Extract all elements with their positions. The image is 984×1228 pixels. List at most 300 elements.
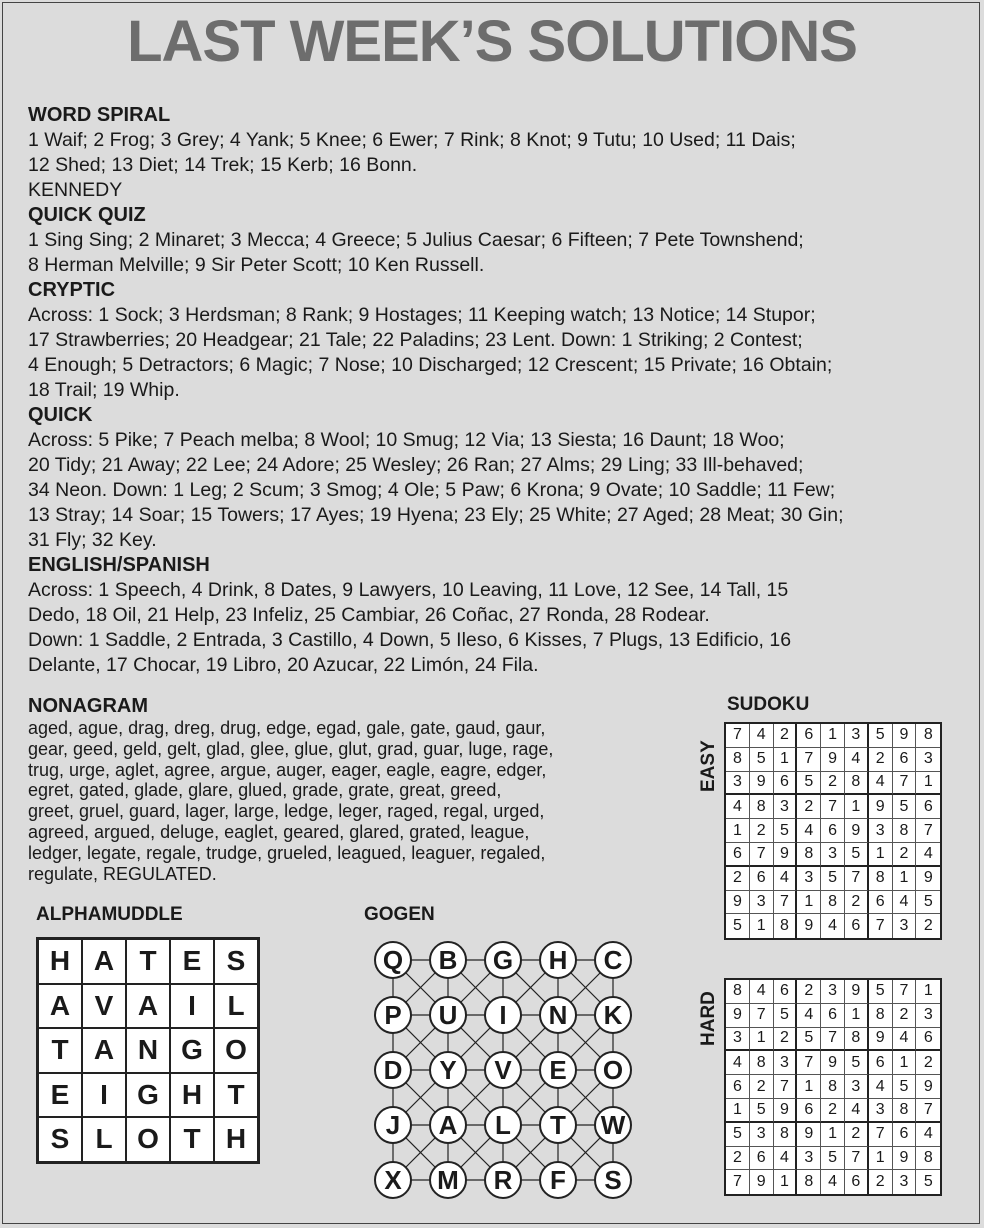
sudoku-cell: 9 xyxy=(845,819,869,843)
sudoku-cell: 4 xyxy=(845,748,869,772)
sudoku-cell: 1 xyxy=(797,891,821,915)
gogen-node xyxy=(540,1052,576,1088)
sudoku-cell: 5 xyxy=(916,891,940,915)
sudoku-cell: 2 xyxy=(774,1028,798,1052)
nonagram-line: gear, geed, geld, gelt, glad, glee, glue, glut, grad, guar, luge, rage, xyxy=(28,738,554,759)
gogen-letter: R xyxy=(493,1165,513,1195)
sudoku-cell: 7 xyxy=(916,1099,940,1123)
section-line: 34 Neon. Down: 1 Leg; 2 Scum; 3 Smog; 4 Ole; 5 Paw; 6 Krona; 9 Ovate; 10 Saddle; 11 Few; xyxy=(28,479,836,501)
sudoku-row xyxy=(726,1051,940,1075)
section-line: 4 Enough; 5 Detractors; 6 Magic; 7 Nose; 10 Discharged; 12 Crescent; 15 Private; 16 Obtain; xyxy=(28,354,833,376)
gogen-letter: V xyxy=(494,1055,512,1085)
alphamuddle-cell: O xyxy=(126,1117,170,1162)
sudoku-cell: 8 xyxy=(845,1028,869,1052)
sudoku-cell: 3 xyxy=(797,867,821,891)
sudoku-cell: 9 xyxy=(869,1028,893,1052)
gogen-node xyxy=(595,942,631,978)
sudoku-cell: 9 xyxy=(893,724,917,748)
sudoku-cell: 2 xyxy=(821,1099,845,1123)
sudoku-cell: 9 xyxy=(774,1099,798,1123)
alphamuddle-cell: N xyxy=(126,1028,170,1073)
gogen-node xyxy=(375,1052,411,1088)
section-line: 20 Tidy; 21 Away; 22 Lee; 24 Adore; 25 Wesley; 26 Ran; 27 Alms; 29 Ling; 33 Ill-behaved; xyxy=(28,454,804,476)
sudoku-cell: 5 xyxy=(750,1099,774,1123)
sudoku-cell: 8 xyxy=(893,819,917,843)
alphamuddle-grid xyxy=(36,937,260,1164)
sudoku-cell: 5 xyxy=(923,1173,933,1191)
sudoku-cell: 9 xyxy=(869,795,893,819)
section-line: Delante, 17 Chocar, 19 Libro, 20 Azucar, 22 Limón, 24 Fila. xyxy=(28,654,539,676)
gogen-letter: G xyxy=(492,945,514,975)
alphamuddle-cell: O xyxy=(214,1028,258,1073)
sudoku-cell: 6 xyxy=(797,1099,821,1123)
gogen-node xyxy=(540,942,576,978)
section-line: Dedo, 18 Oil, 21 Help, 23 Infeliz, 25 Cambiar, 26 Coñac, 27 Ronda, 28 Rodear. xyxy=(28,604,710,626)
section-line: 31 Fly; 32 Key. xyxy=(28,529,157,551)
alphamuddle-row xyxy=(38,984,258,1029)
gogen-letter: E xyxy=(549,1055,567,1085)
gogen-node xyxy=(540,1107,576,1143)
sudoku-cell: 7 xyxy=(821,795,845,819)
sudoku-cell: 6 xyxy=(821,1004,845,1028)
section-line: KENNEDY xyxy=(28,179,123,201)
gogen-letter: F xyxy=(550,1165,566,1195)
sudoku-cell: 7 xyxy=(797,748,821,772)
gogen-letter: T xyxy=(550,1110,566,1140)
nonagram-section xyxy=(28,694,688,884)
sudoku-cell: 6 xyxy=(726,1075,750,1099)
section-line: 12 Shed; 13 Diet; 14 Trek; 15 Kerb; 16 Bonn. xyxy=(28,154,418,176)
section-heading: ENGLISH/SPANISH xyxy=(28,554,210,576)
sudoku-cell: 4 xyxy=(869,772,893,796)
sudoku-row xyxy=(726,1147,940,1171)
sudoku-cell: 9 xyxy=(750,1170,774,1194)
sudoku-cell: 1 xyxy=(774,748,798,772)
section-line: 1 Waif; 2 Frog; 3 Grey; 4 Yank; 5 Knee; 6 Ewer; 7 Rink; 8 Knot; 9 Tutu; 10 Used; 11 Dais; xyxy=(28,129,796,151)
sudoku-cell: 7 xyxy=(797,1051,821,1075)
alphamuddle-cell: T xyxy=(126,939,170,984)
section-line: Across: 1 Speech, 4 Drink, 8 Dates, 9 Lawyers, 10 Leaving, 11 Love, 12 See, 14 Tall, 15 xyxy=(28,579,789,601)
sudoku-cell: 9 xyxy=(821,748,845,772)
sudoku-cell: 4 xyxy=(916,1123,940,1147)
sudoku-row xyxy=(726,772,940,796)
sudoku-cell: 2 xyxy=(893,1004,917,1028)
sudoku-cell: 5 xyxy=(845,1051,869,1075)
section-heading: QUICK xyxy=(28,404,93,426)
nonagram-line: trug, urge, aglet, agree, argue, auger, eager, eagle, eagre, edger, xyxy=(28,759,547,780)
alphamuddle-row xyxy=(38,1028,258,1073)
sudoku-cell: 1 xyxy=(845,795,869,819)
gogen-letter: W xyxy=(600,1110,626,1140)
gogen-letter: C xyxy=(603,945,623,975)
gogen-node xyxy=(595,1162,631,1198)
sudoku-cell: 6 xyxy=(774,772,798,796)
sudoku-cell: 9 xyxy=(821,1051,845,1075)
sudoku-cell: 6 xyxy=(726,843,750,867)
sudoku-cell: 6 xyxy=(774,980,798,1004)
sudoku-cell: 8 xyxy=(797,1170,821,1194)
sudoku-row xyxy=(726,867,940,891)
sudoku-cell: 1 xyxy=(893,1051,917,1075)
sudoku-cell: 2 xyxy=(923,917,933,935)
alphamuddle-cell: V xyxy=(82,984,126,1029)
sudoku-cell: 9 xyxy=(797,914,821,938)
section-line: Across: 5 Pike; 7 Peach melba; 8 Wool; 10 Smug; 12 Via; 13 Siesta; 16 Daunt; 18 Woo; xyxy=(28,429,785,451)
sudoku-cell: 6 xyxy=(750,1147,774,1171)
gogen-node xyxy=(430,1052,466,1088)
sudoku-cell: 6 xyxy=(797,724,821,748)
sudoku-cell: 4 xyxy=(821,1170,845,1194)
alphamuddle-cell: H xyxy=(214,1117,258,1162)
sudoku-cell: 8 xyxy=(750,795,774,819)
sudoku-cell: 8 xyxy=(916,724,940,748)
sudoku-cell: 9 xyxy=(750,772,774,796)
sudoku-cell: 2 xyxy=(869,748,893,772)
sudoku-cell: 3 xyxy=(821,980,845,1004)
sudoku-cell: 8 xyxy=(821,1075,845,1099)
sudoku-cell: 8 xyxy=(726,980,750,1004)
sudoku-cell: 5 xyxy=(893,795,917,819)
sudoku-cell: 4 xyxy=(869,1075,893,1099)
gogen-node xyxy=(485,942,521,978)
sudoku-cell: 8 xyxy=(821,891,845,915)
sudoku-cell: 8 xyxy=(869,1004,893,1028)
sudoku-cell: 6 xyxy=(845,914,869,938)
page-title: LAST WEEK’S SOLUTIONS xyxy=(127,9,857,74)
gogen-heading: GOGEN xyxy=(364,904,435,925)
sudoku-cell: 1 xyxy=(750,1028,774,1052)
sudoku-cell: 3 xyxy=(869,819,893,843)
gogen-letter: P xyxy=(384,1000,402,1030)
alphamuddle-cell: S xyxy=(38,1117,82,1162)
sudoku-cell: 2 xyxy=(750,819,774,843)
section-line: 13 Stray; 14 Soar; 15 Towers; 17 Ayes; 19 Hyena; 23 Ely; 25 White; 27 Aged; 28 Meat; 30 Gin; xyxy=(28,504,844,526)
gogen-node xyxy=(430,1107,466,1143)
gogen-letter: Q xyxy=(382,945,404,975)
alphamuddle-cell: I xyxy=(170,984,214,1029)
gogen-node xyxy=(595,1052,631,1088)
sudoku-cell: 2 xyxy=(821,772,845,796)
sudoku-cell: 1 xyxy=(750,914,774,938)
alphamuddle-cell: G xyxy=(170,1028,214,1073)
gogen-letter: O xyxy=(602,1055,624,1085)
sudoku-cell: 8 xyxy=(726,748,750,772)
sudoku-cell: 6 xyxy=(750,867,774,891)
alphamuddle-cell: L xyxy=(82,1117,126,1162)
sudoku-cell: 5 xyxy=(797,772,821,796)
sudoku-cell: 9 xyxy=(916,867,940,891)
gogen-letter: B xyxy=(438,945,458,975)
alphamuddle-cell: E xyxy=(170,939,214,984)
sudoku-cell: 8 xyxy=(774,914,798,938)
sudoku-easy-grid xyxy=(724,722,942,940)
gogen-node xyxy=(485,1162,521,1198)
sudoku-cell: 3 xyxy=(774,795,798,819)
gogen-letter: D xyxy=(383,1055,403,1085)
sudoku-row xyxy=(726,1004,940,1028)
sudoku-cell: 2 xyxy=(845,891,869,915)
sudoku-hard-label: HARD xyxy=(698,991,719,1046)
sudoku-cell: 8 xyxy=(774,1123,798,1147)
sudoku-cell: 1 xyxy=(774,1170,798,1194)
sudoku-cell: 7 xyxy=(726,1170,750,1194)
sudoku-cell: 4 xyxy=(893,891,917,915)
sudoku-cell: 4 xyxy=(821,914,845,938)
sudoku-cell: 7 xyxy=(893,980,917,1004)
sudoku-cell: 4 xyxy=(797,1004,821,1028)
sudoku-cell: 3 xyxy=(774,1051,798,1075)
sudoku-cell: 1 xyxy=(726,1099,750,1123)
sudoku-row xyxy=(726,819,940,843)
sudoku-cell: 2 xyxy=(797,980,821,1004)
alphamuddle-cell: L xyxy=(214,984,258,1029)
sudoku-cell: 2 xyxy=(797,795,821,819)
sudoku-cell: 3 xyxy=(845,1075,869,1099)
sudoku-heading: SUDOKU xyxy=(727,694,810,715)
gogen-node xyxy=(485,1052,521,1088)
section-line: 1 Sing Sing; 2 Minaret; 3 Mecca; 4 Greece; 5 Julius Caesar; 6 Fifteen; 7 Pete Townshend; xyxy=(28,229,804,251)
alphamuddle-cell: A xyxy=(38,984,82,1029)
sudoku-row xyxy=(726,891,940,915)
sudoku-cell: 6 xyxy=(845,1170,869,1194)
alphamuddle-cell: T xyxy=(170,1117,214,1162)
sudoku-cell: 6 xyxy=(893,1123,917,1147)
sudoku-cell: 7 xyxy=(821,1028,845,1052)
sudoku-cell: 6 xyxy=(869,891,893,915)
alphamuddle-cell: A xyxy=(82,939,126,984)
sudoku-row xyxy=(726,843,940,867)
sudoku-cell: 9 xyxy=(845,980,869,1004)
sudoku-cell: 3 xyxy=(750,1123,774,1147)
gogen-node xyxy=(595,997,631,1033)
sudoku-cell: 8 xyxy=(893,1099,917,1123)
sudoku-cell: 3 xyxy=(726,1028,750,1052)
sudoku-cell: 4 xyxy=(750,980,774,1004)
sudoku-cell: 1 xyxy=(821,1123,845,1147)
sudoku-cell: 3 xyxy=(797,1147,821,1171)
gogen-node xyxy=(430,997,466,1033)
gogen-node xyxy=(375,942,411,978)
sudoku-cell: 7 xyxy=(869,914,893,938)
nonagram-heading: NONAGRAM xyxy=(28,695,148,717)
gogen-node xyxy=(430,942,466,978)
sudoku-row xyxy=(726,1028,940,1052)
sudoku-cell: 8 xyxy=(797,843,821,867)
sudoku-cell: 3 xyxy=(869,1099,893,1123)
section-line: 18 Trail; 19 Whip. xyxy=(28,379,180,401)
sudoku-cell: 9 xyxy=(916,1075,940,1099)
section-line: 8 Herman Melville; 9 Sir Peter Scott; 10 Ken Russell. xyxy=(28,254,485,276)
alphamuddle-cell: G xyxy=(126,1073,170,1118)
sudoku-cell: 5 xyxy=(869,980,893,1004)
sudoku-row xyxy=(726,1099,940,1123)
sudoku-cell: 3 xyxy=(893,1170,917,1194)
sudoku-cell: 6 xyxy=(893,748,917,772)
gogen-letter: N xyxy=(548,1000,568,1030)
sudoku-cell: 4 xyxy=(893,1028,917,1052)
gogen-letter: A xyxy=(438,1110,458,1140)
sudoku-cell: 5 xyxy=(821,1147,845,1171)
sudoku-cell: 3 xyxy=(893,914,917,938)
sudoku-cell: 6 xyxy=(821,819,845,843)
sudoku-cell: 9 xyxy=(726,891,750,915)
alphamuddle-cell: A xyxy=(126,984,170,1029)
sudoku-cell: 5 xyxy=(869,724,893,748)
section-line: Across: 1 Sock; 3 Herdsman; 8 Rank; 9 Hostages; 11 Keeping watch; 13 Notice; 14 Stupor; xyxy=(28,304,816,326)
alphamuddle-row xyxy=(38,1073,258,1118)
gogen-letter: X xyxy=(384,1165,402,1195)
sudoku-cell: 5 xyxy=(893,1075,917,1099)
solutions-text xyxy=(28,103,968,678)
alphamuddle-cell: T xyxy=(214,1073,258,1118)
gogen-letter: J xyxy=(385,1110,401,1140)
alphamuddle-cell: S xyxy=(214,939,258,984)
sudoku-cell: 5 xyxy=(726,1123,750,1147)
sudoku-cell: 7 xyxy=(774,1075,798,1099)
sudoku-cell: 3 xyxy=(726,772,750,796)
sudoku-cell: 2 xyxy=(893,843,917,867)
sudoku-row xyxy=(726,724,940,748)
sudoku-row xyxy=(726,980,940,1004)
nonagram-line: egret, gated, glade, glare, glued, grade, grate, great, greed, xyxy=(28,780,502,801)
alphamuddle-cell: E xyxy=(38,1073,82,1118)
sudoku-cell: 1 xyxy=(869,1147,893,1171)
sudoku-easy-label: EASY xyxy=(698,740,719,792)
sudoku-cell: 2 xyxy=(916,1051,940,1075)
sudoku-cell: 7 xyxy=(750,843,774,867)
sudoku-cell: 7 xyxy=(916,819,940,843)
sudoku-cell: 2 xyxy=(774,724,798,748)
nonagram-line: agreed, argued, deluge, eaglet, geared, glared, grated, league, xyxy=(28,821,530,842)
sudoku-cell: 1 xyxy=(916,980,940,1004)
alphamuddle-row xyxy=(38,939,258,984)
sudoku-cell: 4 xyxy=(845,1099,869,1123)
sudoku-cell: 5 xyxy=(774,819,798,843)
sudoku-cell: 3 xyxy=(845,724,869,748)
gogen-letter: U xyxy=(438,1000,458,1030)
gogen-letter: M xyxy=(437,1165,459,1195)
nonagram-line: ledger, legate, regale, trudge, grueled, leagued, leaguer, regaled, xyxy=(28,842,546,863)
gogen-node xyxy=(485,1107,521,1143)
section-heading: WORD SPIRAL xyxy=(28,104,171,126)
sudoku-cell: 4 xyxy=(750,724,774,748)
sudoku-row xyxy=(726,914,940,938)
gogen-letter: L xyxy=(495,1110,511,1140)
sudoku-cell: 2 xyxy=(750,1075,774,1099)
sudoku-cell: 5 xyxy=(750,748,774,772)
alphamuddle-cell: A xyxy=(82,1028,126,1073)
gogen-node xyxy=(375,1107,411,1143)
gogen-node xyxy=(540,997,576,1033)
sudoku-cell: 4 xyxy=(797,819,821,843)
sudoku-cell: 7 xyxy=(845,1147,869,1171)
alphamuddle-cell: H xyxy=(38,939,82,984)
sudoku-cell: 8 xyxy=(750,1051,774,1075)
sudoku-cell: 3 xyxy=(750,891,774,915)
gogen-node xyxy=(375,1162,411,1198)
section-line: Down: 1 Saddle, 2 Entrada, 3 Castillo, 4 Down, 5 Ileso, 6 Kisses, 7 Plugs, 13 Edificio, 16 xyxy=(28,629,792,651)
sudoku-cell: 1 xyxy=(845,1004,869,1028)
sudoku-cell: 1 xyxy=(797,1075,821,1099)
gogen-letter: S xyxy=(604,1165,622,1195)
sudoku-cell: 3 xyxy=(916,1004,940,1028)
alphamuddle-row xyxy=(38,1117,258,1162)
gogen-grid xyxy=(360,930,640,1220)
sudoku-cell: 4 xyxy=(774,867,798,891)
sudoku-cell: 8 xyxy=(869,867,893,891)
sudoku-cell: 5 xyxy=(845,843,869,867)
sudoku-cell: 4 xyxy=(726,795,750,819)
section-heading: QUICK QUIZ xyxy=(28,204,146,226)
sudoku-row xyxy=(726,748,940,772)
gogen-node xyxy=(430,1162,466,1198)
sudoku-row xyxy=(726,795,940,819)
sudoku-cell: 1 xyxy=(893,867,917,891)
sudoku-cell: 8 xyxy=(916,1147,940,1171)
sudoku-row xyxy=(726,1075,940,1099)
sudoku-cell: 9 xyxy=(774,843,798,867)
gogen-letter: Y xyxy=(439,1055,457,1085)
gogen-letter: I xyxy=(499,1000,507,1030)
sudoku-cell: 9 xyxy=(893,1147,917,1171)
sudoku-cell: 5 xyxy=(821,867,845,891)
sudoku-cell: 6 xyxy=(916,795,940,819)
gogen-node xyxy=(375,997,411,1033)
sudoku-cell: 4 xyxy=(726,1051,750,1075)
section-heading: CRYPTIC xyxy=(28,279,116,301)
alphamuddle-cell: I xyxy=(82,1073,126,1118)
sudoku-cell: 5 xyxy=(797,1028,821,1052)
sudoku-cell: 2 xyxy=(726,867,750,891)
sudoku-cell: 2 xyxy=(845,1123,869,1147)
nonagram-line: regulate, REGULATED. xyxy=(28,863,217,884)
sudoku-cell: 9 xyxy=(726,1004,750,1028)
sudoku-cell: 5 xyxy=(726,914,750,938)
nonagram-words xyxy=(28,718,688,884)
alphamuddle-heading: ALPHAMUDDLE xyxy=(36,904,183,925)
nonagram-line: greet, gruel, guard, lager, large, ledge, leger, raged, regal, urged, xyxy=(28,801,545,822)
sudoku-row xyxy=(726,1170,940,1194)
sudoku-hard-grid xyxy=(724,978,942,1196)
sudoku-row xyxy=(726,1123,940,1147)
sudoku-cell: 7 xyxy=(726,724,750,748)
sudoku-cell: 1 xyxy=(726,819,750,843)
sudoku-cell: 2 xyxy=(726,1147,750,1171)
gogen-node xyxy=(540,1162,576,1198)
sudoku-cell: 7 xyxy=(893,772,917,796)
sudoku-cell: 7 xyxy=(845,867,869,891)
sudoku-cell: 1 xyxy=(821,724,845,748)
sudoku-cell: 7 xyxy=(869,1123,893,1147)
nonagram-line: aged, ague, drag, dreg, drug, edge, egad, gale, gate, gaud, gaur, xyxy=(28,718,546,738)
gogen-letter: K xyxy=(603,1000,623,1030)
alphamuddle-cell: T xyxy=(38,1028,82,1073)
sudoku-cell: 6 xyxy=(869,1051,893,1075)
sudoku-cell: 6 xyxy=(916,1028,940,1052)
gogen-node xyxy=(595,1107,631,1143)
sudoku-cell: 1 xyxy=(916,772,940,796)
gogen-letter: H xyxy=(548,945,568,975)
sudoku-cell: 3 xyxy=(821,843,845,867)
gogen-node xyxy=(485,997,521,1033)
sudoku-cell: 2 xyxy=(869,1170,893,1194)
sudoku-cell: 9 xyxy=(797,1123,821,1147)
sudoku-cell: 1 xyxy=(869,843,893,867)
sudoku-cell: 7 xyxy=(774,891,798,915)
sudoku-cell: 4 xyxy=(774,1147,798,1171)
sudoku-cell: 5 xyxy=(774,1004,798,1028)
sudoku-cell: 8 xyxy=(845,772,869,796)
